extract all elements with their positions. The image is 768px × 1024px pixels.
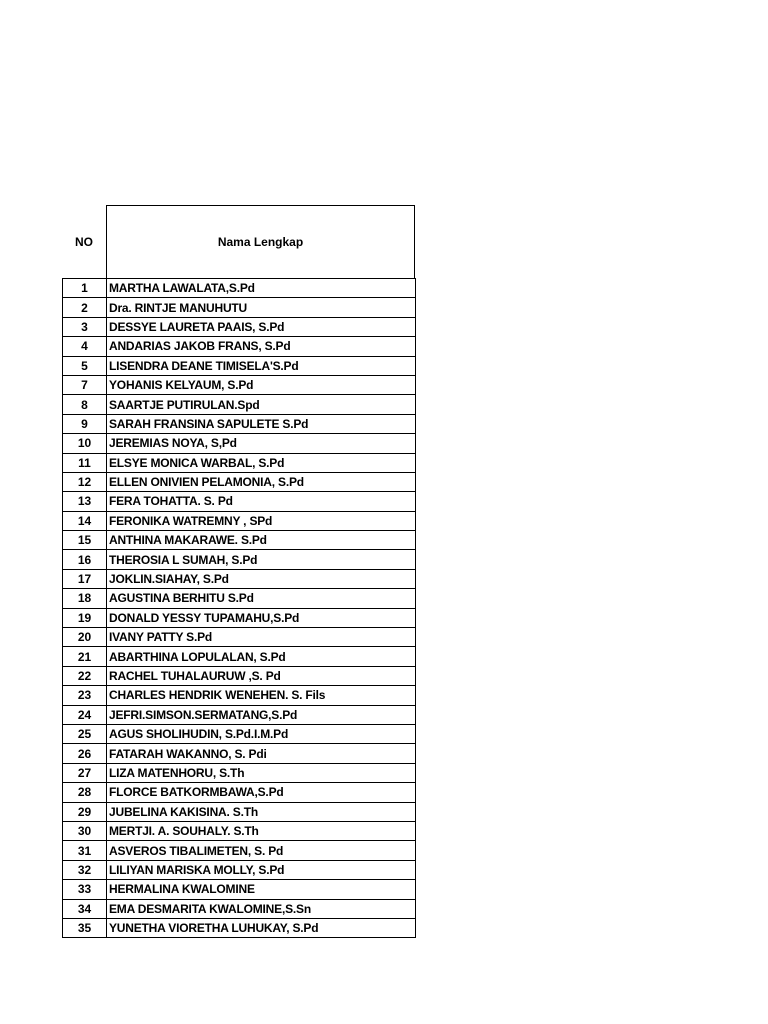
column-header-nama-lengkap: Nama Lengkap	[106, 205, 415, 279]
row-number-cell[interactable]: 3	[63, 317, 107, 336]
row-number-cell[interactable]: 33	[63, 880, 107, 899]
table-row	[63, 686, 416, 705]
row-number-cell[interactable]: 16	[63, 550, 107, 569]
table-row	[63, 453, 416, 472]
row-number-cell[interactable]: 14	[63, 511, 107, 530]
row-number-cell[interactable]: 24	[63, 705, 107, 724]
table-row	[63, 841, 416, 860]
table-row	[63, 608, 416, 627]
full-name-cell[interactable]: LIZA MATENHORU, S.Th	[107, 763, 416, 782]
table-row	[63, 492, 416, 511]
row-number-cell[interactable]: 8	[63, 395, 107, 414]
full-name-cell[interactable]: JEFRI.SIMSON.SERMATANG,S.Pd	[107, 705, 416, 724]
full-name-cell[interactable]: SAARTJE PUTIRULAN.Spd	[107, 395, 416, 414]
row-number-cell[interactable]: 35	[63, 918, 107, 937]
row-number-cell[interactable]: 12	[63, 472, 107, 491]
table-row	[63, 763, 416, 782]
column-header-no: NO	[75, 234, 93, 249]
row-number-cell[interactable]: 30	[63, 821, 107, 840]
row-number-cell[interactable]: 34	[63, 899, 107, 918]
row-number-cell[interactable]: 20	[63, 628, 107, 647]
table-row	[63, 531, 416, 550]
full-name-cell[interactable]: FATARAH WAKANNO, S. Pdi	[107, 744, 416, 763]
roster-table	[62, 278, 416, 938]
table-row	[63, 744, 416, 763]
full-name-cell[interactable]: LILIYAN MARISKA MOLLY, S.Pd	[107, 860, 416, 879]
row-number-cell[interactable]: 27	[63, 763, 107, 782]
full-name-cell[interactable]: MARTHA LAWALATA,S.Pd	[107, 279, 416, 298]
full-name-cell[interactable]: MERTJI. A. SOUHALY. S.Th	[107, 821, 416, 840]
row-number-cell[interactable]: 26	[63, 744, 107, 763]
row-number-cell[interactable]: 21	[63, 647, 107, 666]
full-name-cell[interactable]: ASVEROS TIBALIMETEN, S. Pd	[107, 841, 416, 860]
row-number-cell[interactable]: 29	[63, 802, 107, 821]
row-number-cell[interactable]: 9	[63, 414, 107, 433]
table-row	[63, 705, 416, 724]
table-row	[63, 414, 416, 433]
table-row	[63, 880, 416, 899]
table-row	[63, 569, 416, 588]
row-number-cell[interactable]: 19	[63, 608, 107, 627]
full-name-cell[interactable]: ANDARIAS JAKOB FRANS, S.Pd	[107, 337, 416, 356]
full-name-cell[interactable]: ELLEN ONIVIEN PELAMONIA, S.Pd	[107, 472, 416, 491]
table-row	[63, 395, 416, 414]
table-row	[63, 918, 416, 937]
full-name-cell[interactable]: AGUSTINA BERHITU S.Pd	[107, 589, 416, 608]
row-number-cell[interactable]: 18	[63, 589, 107, 608]
full-name-cell[interactable]: LISENDRA DEANE TIMISELA'S.Pd	[107, 356, 416, 375]
full-name-cell[interactable]: Dra. RINTJE MANUHUTU	[107, 298, 416, 317]
row-number-cell[interactable]: 15	[63, 531, 107, 550]
full-name-cell[interactable]: JEREMIAS NOYA, S,Pd	[107, 434, 416, 453]
table-row	[63, 821, 416, 840]
full-name-cell[interactable]: SARAH FRANSINA SAPULETE S.Pd	[107, 414, 416, 433]
full-name-cell[interactable]: FERA TOHATTA. S. Pd	[107, 492, 416, 511]
row-number-cell[interactable]: 17	[63, 569, 107, 588]
row-number-cell[interactable]: 11	[63, 453, 107, 472]
table-row	[63, 899, 416, 918]
row-number-cell[interactable]: 10	[63, 434, 107, 453]
row-number-cell[interactable]: 4	[63, 337, 107, 356]
full-name-cell[interactable]: HERMALINA KWALOMINE	[107, 880, 416, 899]
table-row	[63, 860, 416, 879]
row-number-cell[interactable]: 7	[63, 375, 107, 394]
table-row	[63, 666, 416, 685]
table-row	[63, 802, 416, 821]
table-row	[63, 434, 416, 453]
full-name-cell[interactable]: ANTHINA MAKARAWE. S.Pd	[107, 531, 416, 550]
full-name-cell[interactable]: CHARLES HENDRIK WENEHEN. S. Fils	[107, 686, 416, 705]
table-row	[63, 724, 416, 743]
table-row	[63, 511, 416, 530]
table-row	[63, 337, 416, 356]
table-row	[63, 628, 416, 647]
table-row	[63, 550, 416, 569]
table-row	[63, 298, 416, 317]
full-name-cell[interactable]: ELSYE MONICA WARBAL, S.Pd	[107, 453, 416, 472]
full-name-cell[interactable]: RACHEL TUHALAURUW ,S. Pd	[107, 666, 416, 685]
table-row	[63, 279, 416, 298]
full-name-cell[interactable]: AGUS SHOLIHUDIN, S.Pd.I.M.Pd	[107, 724, 416, 743]
full-name-cell[interactable]: DONALD YESSY TUPAMAHU,S.Pd	[107, 608, 416, 627]
table-row	[63, 472, 416, 491]
full-name-cell[interactable]: FLORCE BATKORMBAWA,S.Pd	[107, 783, 416, 802]
row-number-cell[interactable]: 32	[63, 860, 107, 879]
table-row	[63, 356, 416, 375]
full-name-cell[interactable]: YUNETHA VIORETHA LUHUKAY, S.Pd	[107, 918, 416, 937]
row-number-cell[interactable]: 31	[63, 841, 107, 860]
row-number-cell[interactable]: 1	[63, 279, 107, 298]
row-number-cell[interactable]: 2	[63, 298, 107, 317]
row-number-cell[interactable]: 13	[63, 492, 107, 511]
full-name-cell[interactable]: YOHANIS KELYAUM, S.Pd	[107, 375, 416, 394]
full-name-cell[interactable]: ABARTHINA LOPULALAN, S.Pd	[107, 647, 416, 666]
table-row	[63, 647, 416, 666]
row-number-cell[interactable]: 28	[63, 783, 107, 802]
full-name-cell[interactable]: FERONIKA WATREMNY , SPd	[107, 511, 416, 530]
full-name-cell[interactable]: EMA DESMARITA KWALOMINE,S.Sn	[107, 899, 416, 918]
table-row	[63, 375, 416, 394]
row-number-cell[interactable]: 22	[63, 666, 107, 685]
row-number-cell[interactable]: 5	[63, 356, 107, 375]
full-name-cell[interactable]: JUBELINA KAKISINA. S.Th	[107, 802, 416, 821]
table-row	[63, 589, 416, 608]
table-row	[63, 317, 416, 336]
full-name-cell[interactable]: IVANY PATTY S.Pd	[107, 628, 416, 647]
full-name-cell[interactable]: JOKLIN.SIAHAY, S.Pd	[107, 569, 416, 588]
roster-table-body	[63, 279, 416, 938]
table-row	[63, 783, 416, 802]
full-name-cell[interactable]: DESSYE LAURETA PAAIS, S.Pd	[107, 317, 416, 336]
row-number-cell[interactable]: 25	[63, 724, 107, 743]
full-name-cell[interactable]: THEROSIA L SUMAH, S.Pd	[107, 550, 416, 569]
row-number-cell[interactable]: 23	[63, 686, 107, 705]
